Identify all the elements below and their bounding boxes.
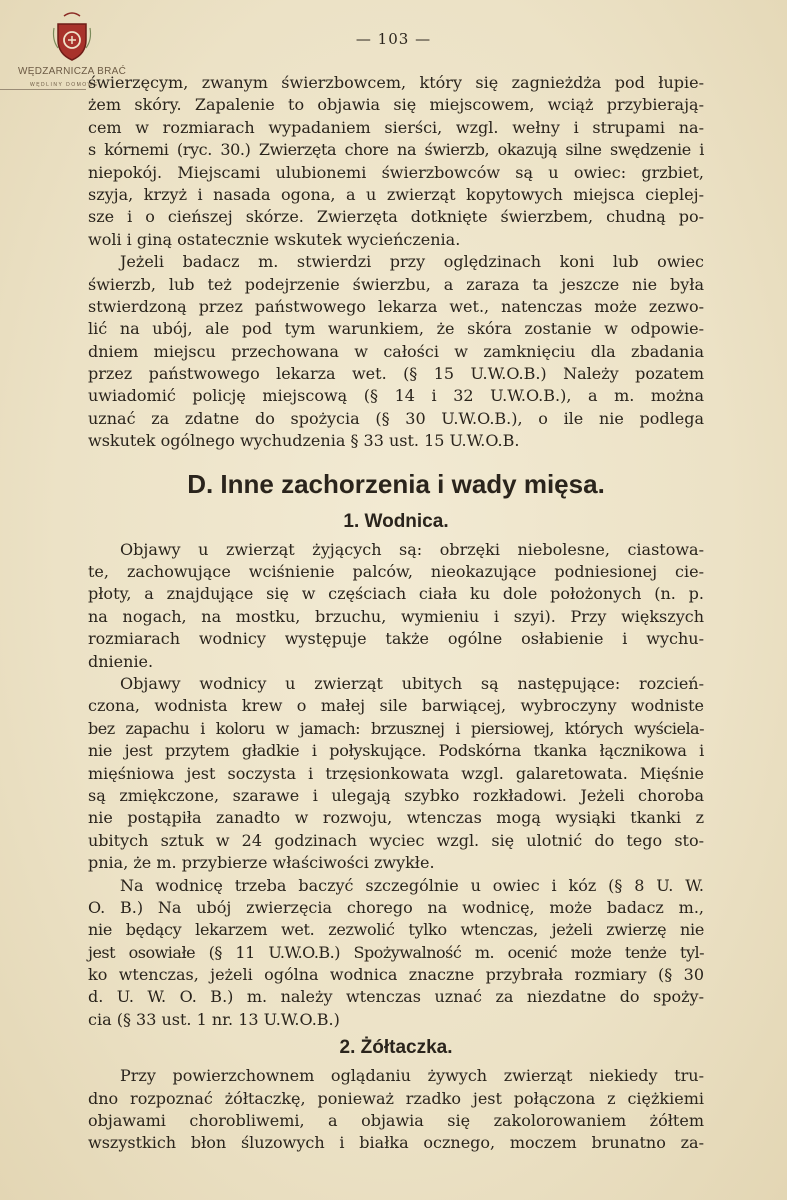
paragraph-wodnica-slaughtered [88,673,704,875]
text-line: te, zachowujące wciśnienie palców, nieokazujące podniesionej cie- [88,562,704,582]
text-line: czona, wodnista krew o małej sile barwiącej, wybroczyny wodniste [88,696,704,716]
text-line: sze i o cieńszej skórze. Zwierzęta dotknięte świerzbem, chudną po- [88,207,704,227]
text-line: bez zapachu i koloru w jamach: brzusznej i piersiowej, których wyściela- [88,718,704,738]
paragraph-wodnica-regulation [88,875,704,1032]
text-line: wskutek ogólnego wychudzenia § 33 ust. 15 U.W.O.B. [88,431,520,451]
text-line: Jeżeli badacz m. stwierdzi przy oględzinach koni lub owiec [120,252,704,272]
brand-divider [0,89,86,90]
text-line: są zmiękczone, szarawe i ulegają szybko rozkładowi. Jeżeli choroba [88,785,704,805]
text-line: woli i giną ostatecznie wskutek wycieńczenia. [88,229,461,249]
text-line: Na wodnicę trzeba baczyć szczególnie u owiec i kóz (§ 8 U. W. [120,875,704,895]
text-line: rozmiarach wodnicy występuje także ogólne osłabienie i wychu- [88,629,704,649]
text-line: pnia, że m. przybierze właściwości zwykłe. [88,853,435,873]
subsection-heading-wodnica: 1. Wodnica. [343,510,449,532]
text-line: uznać za zdatne do spożycia (§ 30 U.W.O.B.), o ile nie podlega [88,408,704,428]
text-line: jest osowiałe (§ 11 U.W.O.B.) Spożywalność m. ocenić może tenże tyl- [88,942,704,962]
text-line: dnienie. [88,651,154,671]
text-line: nie postąpiła zanadto w rozwoju, wtenczas mogą wysiąki tkanki z [88,808,704,828]
text-line: nie jest przytem gładkie i połyskujące. Podskórna tkanka łącznikowa i [88,741,704,761]
text-line: objawami chorobliwemi, a objawia się zakolorowaniem żółtem [88,1111,704,1131]
paragraph-wodnica-living [88,539,704,673]
text-line: świerzb, lub też podejrzenie świerzbu, a zaraza ta jeszcze nie była [88,274,704,294]
text-line: Objawy u zwierząt żyjących są: obrzęki niebolesne, ciastowa- [120,539,704,559]
text-line: żem skóry. Zapalenie to objawia się miejscowem, wciąż przybierają- [88,95,704,115]
text-line: płoty, a znajdujące się w częściach ciała ku dole położonych (n. p. [88,584,704,604]
text-line: dniem miejscu przechowana w całości w zamknięciu dla zbadania [88,341,704,361]
text-line: Objawy wodnicy u zwierząt ubitych są następujące: rozcień- [120,673,704,693]
text-line: dno rozpoznać żółtaczkę, ponieważ rzadko jest połączona z ciężkiemi [88,1088,704,1108]
text-line: s kórnemi (ryc. 30.) Zwierzęta chore na świerzb, okazują silne swędzenie i [88,140,704,160]
text-line: lić na ubój, ale pod tym warunkiem, że skóra zostanie w odpowie- [88,319,704,339]
text-line: stwierdzoną przez państwowego lekarza wet., natenczas może zezwo- [88,296,704,316]
text-line: wszystkich błon śluzowych i białka ocznego, moczem brunatno za- [88,1133,704,1153]
text-line: O. B.) Na ubój zwierzęcia chorego na wodnicę, może badacz m., [88,897,704,917]
text-line: ubitych sztuk w 24 godzinach wyciec wzgl. się ulotnić do tego sto- [88,830,704,850]
section-heading: D. Inne zachorzenia i wady mięsa. [187,468,605,499]
brand-name: WĘDZARNICZA BRAĆ [18,66,127,77]
text-line: Przy powierzchownem oglądaniu żywych zwierząt niekiedy tru- [120,1066,704,1086]
text-line: niepokój. Miejscami ulubionemi świerzbowców są u owiec: grzbiet, [88,162,704,182]
text-line: nie będący lekarzem wet. zezwolić tylko wtenczas, jeżeli zwierzę nie [88,920,704,940]
text-line: mięśniowa jest soczysta i trzęsionkowata wzgl. galaretowata. Mięśnie [88,763,704,783]
text-line: na nogach, na mostku, brzuchu, wymieniu i szyi). Przy większych [88,606,704,626]
text-line: szyja, krzyż i nasada ogona, a u zwierząt kopytowych miejsca cieplej- [88,184,704,204]
text-line: d. U. W. O. B.) m. należy wtenczas uznać za niezdatne do spoży- [88,987,704,1007]
paragraph-scabies-inspection [88,251,704,453]
text-line: przez państwowego lekarza wet. (§ 15 U.W.O.B.) Należy pozatem [88,364,704,384]
page-number: — 103 — [355,30,432,48]
subsection-heading-zoltaczka: 2. Żółtaczka. [339,1037,453,1059]
paragraph-scabies-description [88,72,704,251]
text-line: cem w rozmiarach wypadaniem sierści, wzgl. wełny i strupami na- [88,117,704,137]
text-line: ko wtenczas, jeżeli ogólna wodnica znaczne przybrała rozmiary (§ 30 [88,965,704,985]
brand-subtitle: WĘDLINY DOMOWE [30,82,99,88]
text-line: cia (§ 33 ust. 1 nr. 13 U.W.O.B.) [88,1009,340,1029]
paragraph-zoltaczka [88,1065,704,1155]
text-line: świerzęcym, zwanym świerzbowcem, który się zagnieżdża pod łupie- [88,73,704,92]
page-body [88,72,704,1155]
text-line: uwiadomić policję miejscową (§ 14 i 32 U.W.O.B.), a m. można [88,386,704,406]
